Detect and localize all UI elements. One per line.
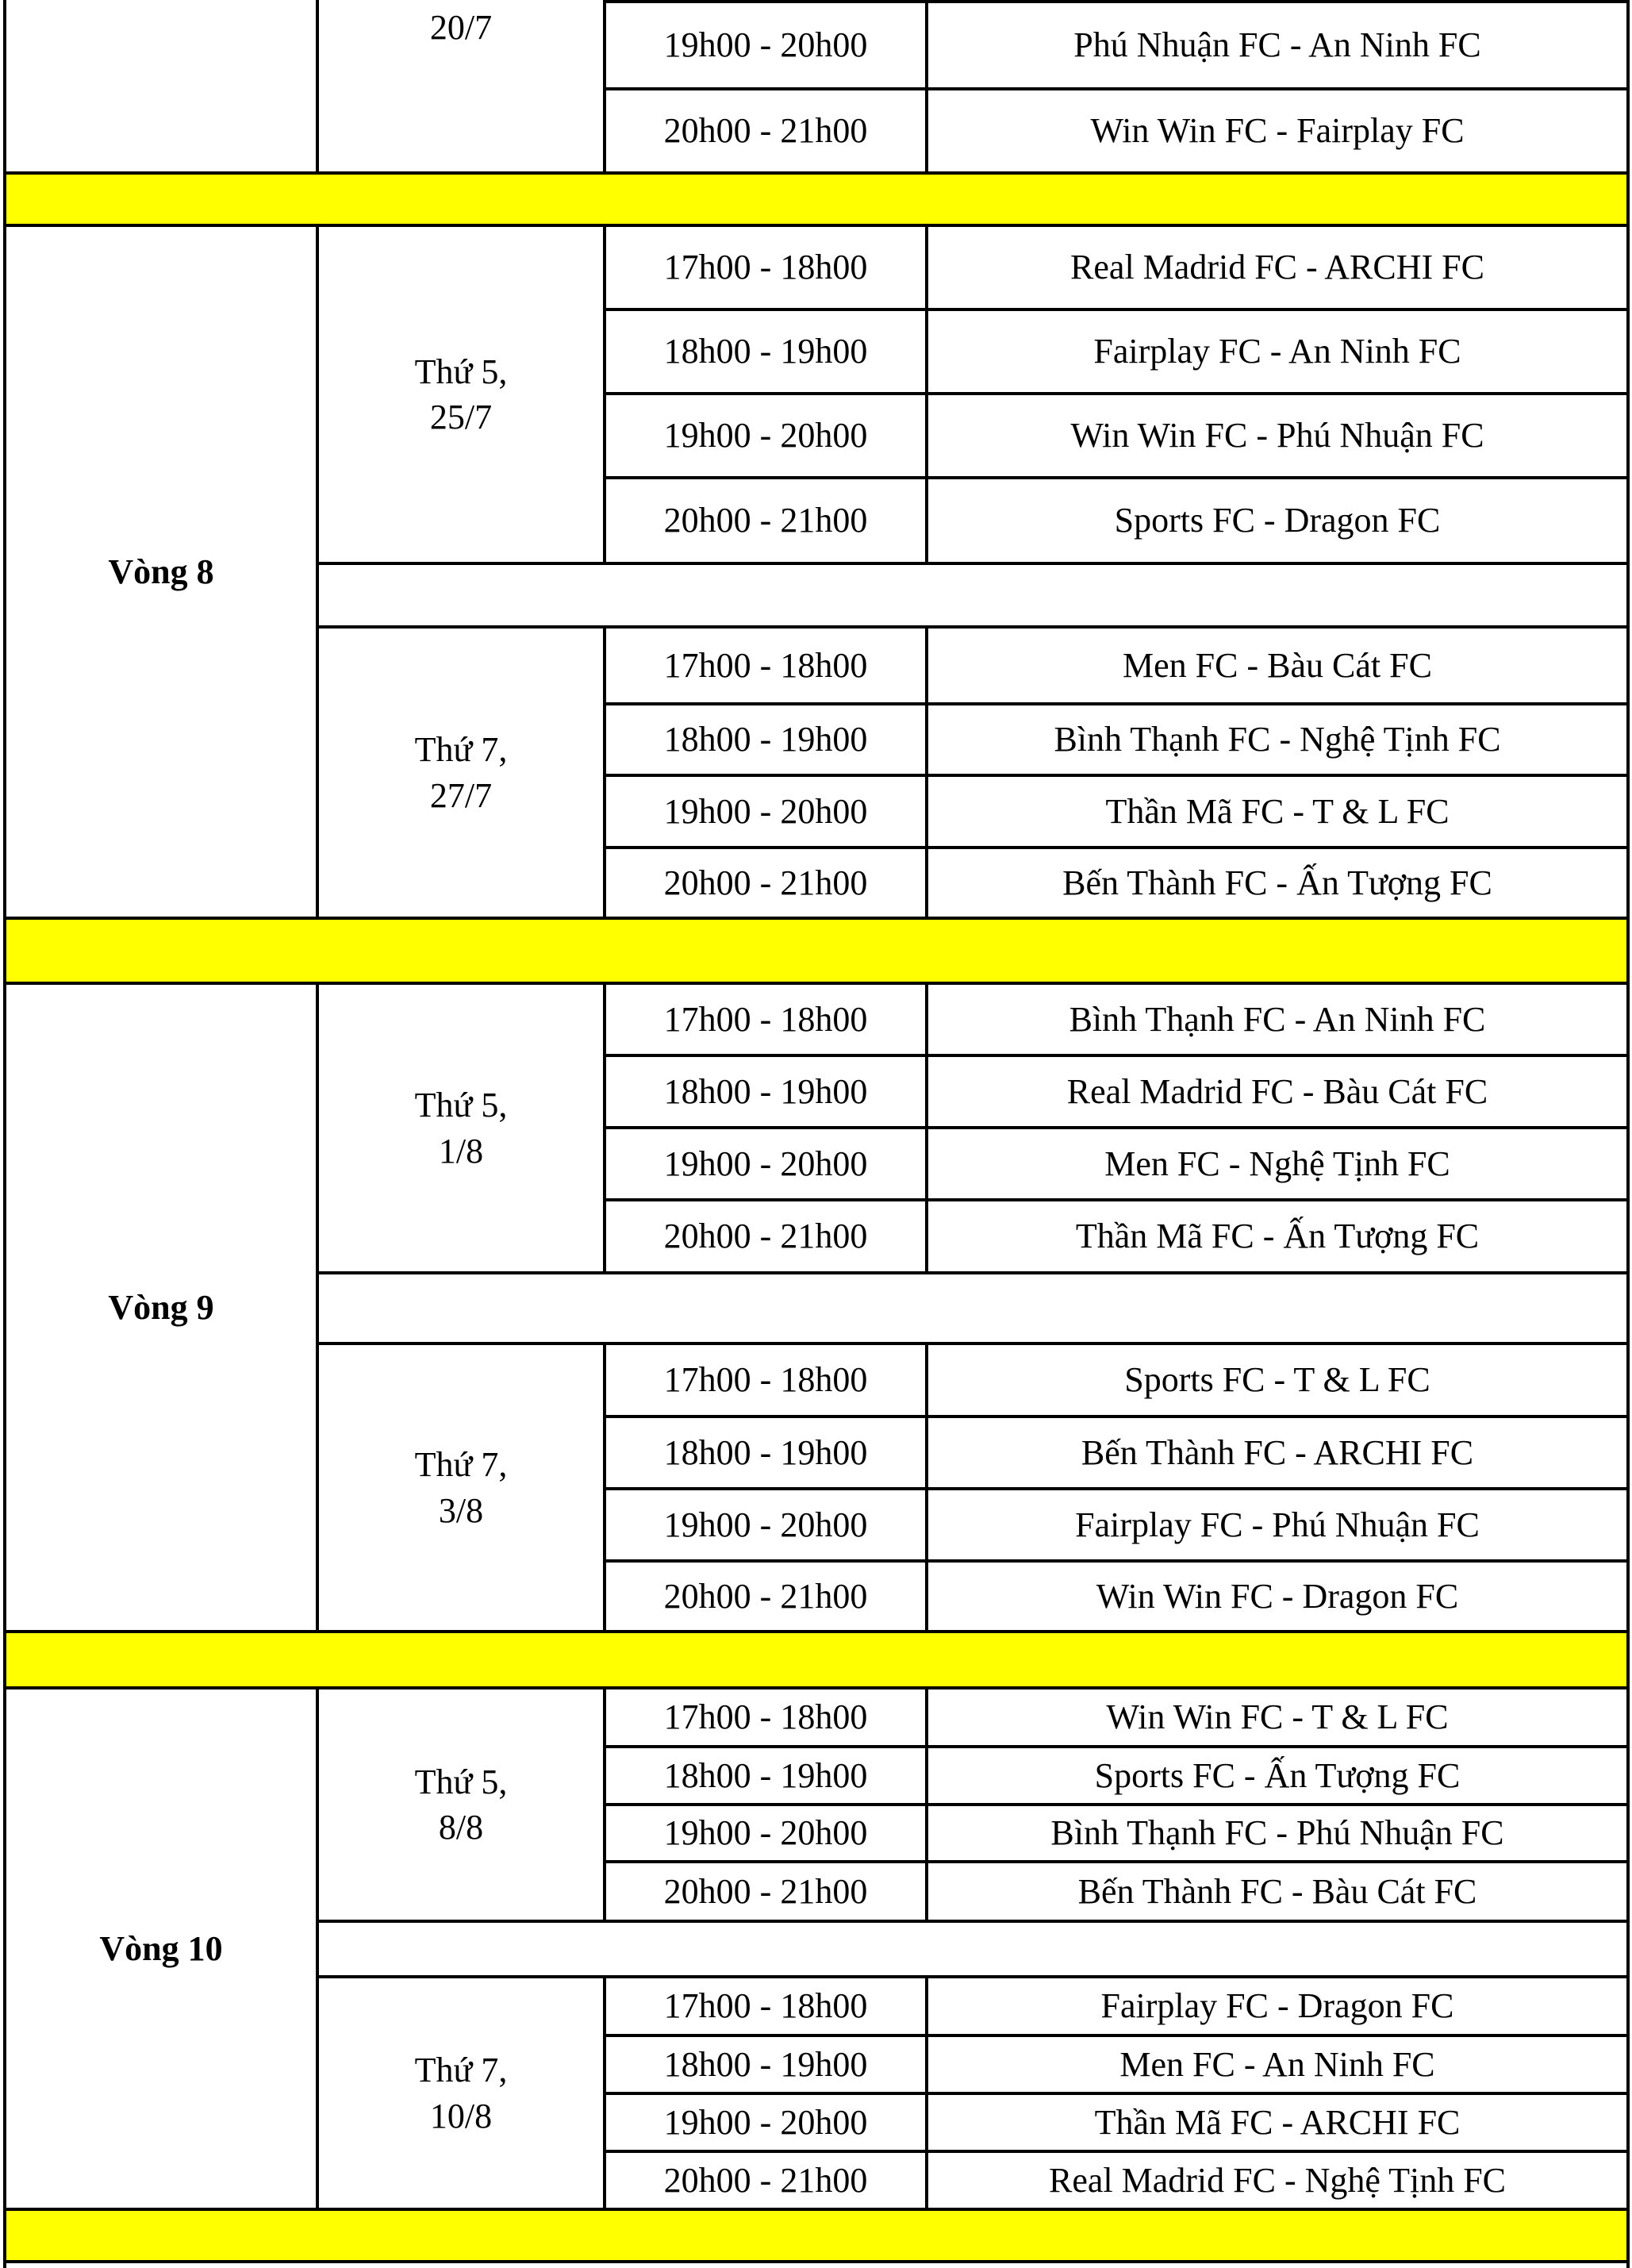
- match-teams: Bình Thạnh FC - Nghệ Tịnh FC: [1054, 720, 1501, 759]
- day-name: Thứ 7,: [414, 1445, 508, 1485]
- match-teams: Sports FC - T & L FC: [1124, 1360, 1430, 1400]
- match-teams: Men FC - An Ninh FC: [1119, 2044, 1435, 2084]
- row-divider: [3, 2260, 1630, 2263]
- match-time: 17h00 - 18h00: [663, 1360, 868, 1400]
- match-time: 17h00 - 18h00: [663, 999, 868, 1039]
- match-time: 20h00 - 21h00: [663, 2160, 868, 2200]
- day-cell: [317, 1977, 605, 2209]
- match-teams: Bình Thạnh FC - An Ninh FC: [1069, 999, 1486, 1039]
- match-teams: Real Madrid FC - ARCHI FC: [1070, 248, 1484, 287]
- match-time: 19h00 - 20h00: [663, 25, 868, 65]
- match-time: 19h00 - 20h00: [663, 416, 868, 456]
- day-date: 3/8: [438, 1490, 484, 1530]
- day-cell: [317, 1344, 605, 1632]
- day-date: 25/7: [429, 398, 493, 436]
- day-cell: [317, 627, 605, 918]
- day-name: Thứ 7,: [414, 730, 508, 770]
- round-separator: [5, 173, 1628, 225]
- match-time: 20h00 - 21h00: [663, 501, 868, 540]
- match-time: 18h00 - 19h00: [663, 1071, 868, 1111]
- match-teams: Bến Thành FC - Ấn Tượng FC: [1062, 863, 1492, 902]
- day-date: 8/8: [438, 1808, 484, 1847]
- match-time: 19h00 - 20h00: [663, 1505, 868, 1544]
- match-teams: Bến Thành FC - ARCHI FC: [1081, 1432, 1474, 1472]
- match-time: 17h00 - 18h00: [663, 1986, 868, 2026]
- match-time: 19h00 - 20h00: [663, 1144, 868, 1183]
- match-teams: Bến Thành FC - Bàu Cát FC: [1077, 1871, 1477, 1911]
- match-time: 19h00 - 20h00: [663, 791, 868, 831]
- day-cell: [317, 983, 605, 1273]
- day-name: Thứ 5,: [414, 1086, 508, 1125]
- match-teams: Thần Mã FC - ARCHI FC: [1094, 2102, 1461, 2142]
- match-time: 18h00 - 19h00: [663, 2044, 868, 2084]
- match-time: 19h00 - 20h00: [663, 1813, 868, 1853]
- day-cell: [317, 0, 605, 56]
- match-time: 18h00 - 19h00: [663, 720, 868, 759]
- match-time: 17h00 - 18h00: [663, 248, 868, 287]
- match-teams: Bình Thạnh FC - Phú Nhuận FC: [1050, 1813, 1504, 1853]
- round-label: Vòng 9: [108, 1287, 214, 1327]
- match-teams: Win Win FC - Phú Nhuận FC: [1070, 416, 1484, 456]
- round-label: Vòng 8: [108, 552, 214, 591]
- match-teams: Fairplay FC - Phú Nhuận FC: [1075, 1505, 1480, 1544]
- match-time: 18h00 - 19h00: [663, 1432, 868, 1472]
- day-name: Thứ 7,: [414, 2051, 508, 2090]
- match-time: 19h00 - 20h00: [663, 2102, 868, 2142]
- match-time: 18h00 - 19h00: [663, 1755, 868, 1795]
- round-separator: [5, 1632, 1628, 1688]
- match-time: 17h00 - 18h00: [663, 645, 868, 685]
- match-teams: Sports FC - Ấn Tượng FC: [1094, 1755, 1461, 1795]
- table-border: [1626, 0, 1630, 2268]
- match-time: 20h00 - 21h00: [663, 863, 868, 902]
- round-separator: [5, 918, 1628, 983]
- match-time: 17h00 - 18h00: [663, 1697, 868, 1737]
- match-teams: Real Madrid FC - Nghệ Tịnh FC: [1048, 2160, 1507, 2200]
- day-date: 20/7: [429, 8, 493, 48]
- match-time: 20h00 - 21h00: [663, 111, 868, 151]
- match-teams: Thần Mã FC - Ấn Tượng FC: [1075, 1217, 1480, 1256]
- day-name: Thứ 5,: [414, 1762, 508, 1801]
- match-teams: Men FC - Nghệ Tịnh FC: [1104, 1144, 1450, 1183]
- match-teams: Thần Mã FC - T & L FC: [1105, 791, 1450, 831]
- match-teams: Sports FC - Dragon FC: [1114, 501, 1441, 540]
- day-date: 10/8: [429, 2096, 493, 2135]
- match-time: 18h00 - 19h00: [663, 332, 868, 371]
- day-name: Thứ 5,: [414, 352, 508, 391]
- match-teams: Win Win FC - Dragon FC: [1096, 1576, 1459, 1616]
- match-teams: Win Win FC - Fairplay FC: [1090, 111, 1465, 151]
- match-teams: Phú Nhuận FC - An Ninh FC: [1073, 25, 1481, 65]
- match-teams: Real Madrid FC - Bàu Cát FC: [1066, 1071, 1488, 1111]
- match-teams: Men FC - Bàu Cát FC: [1123, 645, 1432, 685]
- match-time: 20h00 - 21h00: [663, 1576, 868, 1616]
- round-separator: [5, 2209, 1628, 2262]
- match-time: 20h00 - 21h00: [663, 1871, 868, 1911]
- match-teams: Win Win FC - T & L FC: [1106, 1697, 1449, 1737]
- round-label: Vòng 10: [99, 1928, 223, 1968]
- day-cell: [317, 225, 605, 563]
- day-cell: [317, 1688, 605, 1921]
- day-date: 1/8: [438, 1131, 484, 1171]
- day-date: 27/7: [429, 775, 493, 815]
- match-teams: Fairplay FC - An Ninh FC: [1093, 332, 1461, 371]
- match-teams: Fairplay FC - Dragon FC: [1100, 1986, 1454, 2026]
- match-time: 20h00 - 21h00: [663, 1217, 868, 1256]
